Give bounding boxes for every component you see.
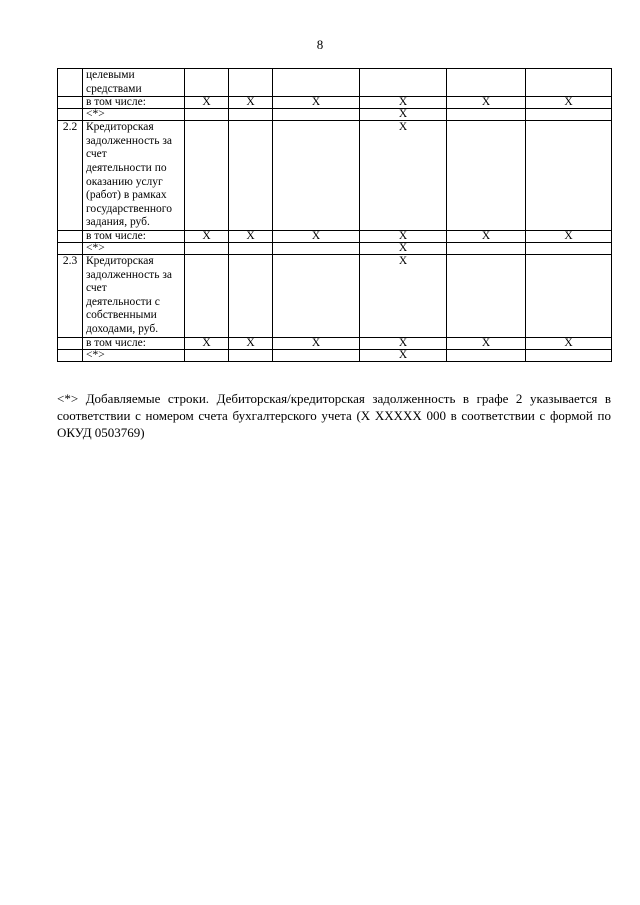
row-name-cell [83,349,185,361]
row-name-cell [83,242,185,254]
value-cell [185,242,229,254]
row-name-text: Кредиторская задолженность за счет деятельности по оказанию услуг (работ) в рамках государственного задания, руб. [86,121,172,229]
value-cell: X [185,337,229,349]
row-number-cell [58,337,83,349]
table-row [58,349,612,361]
row-name-cell [83,109,185,121]
row-name-cell [83,121,185,231]
value-cell [185,254,229,337]
row-name-text: <*> [86,108,105,121]
value-cell: X [360,121,447,231]
value-cell: X [360,109,447,121]
row-name-text: Кредиторская задолженность за счет деятельности с собственными доходами, руб. [86,254,172,335]
table-row [58,69,612,97]
row-name-cell [83,254,185,337]
value-cell [273,254,360,337]
value-cell: X [229,337,273,349]
table-row [58,254,612,337]
value-cell [526,242,612,254]
value-cell [447,242,526,254]
value-cell: X [526,337,612,349]
value-cell [273,109,360,121]
value-cell [273,242,360,254]
value-cell [229,121,273,231]
row-name-text: <*> [86,242,105,254]
value-cell [447,121,526,231]
value-cell [185,349,229,361]
value-cell: X [360,254,447,337]
value-cell [526,254,612,337]
value-cell: X [229,97,273,109]
value-cell: X [526,230,612,242]
value-cell: X [273,97,360,109]
value-cell [229,254,273,337]
value-cell: X [447,337,526,349]
row-number-cell [58,349,83,361]
value-cell [526,349,612,361]
table-row [58,109,612,121]
value-cell: X [526,97,612,109]
value-cell [447,349,526,361]
value-cell: X [447,97,526,109]
row-name-text: целевыми средствами [86,69,142,95]
row-name-text: в том числе: [86,337,146,349]
row-number-cell [58,69,83,97]
value-cell: X [360,97,447,109]
row-number-cell [58,230,83,242]
value-cell [526,121,612,231]
row-name-text: <*> [86,349,105,361]
value-cell: X [273,337,360,349]
value-cell: X [273,230,360,242]
footnote: <*> Добавляемые строки. Дебиторская/кредиторская задолженность в графе 2 указывается в соответствии с номером счета бухгалтерского учета (X XXXXX 000 в соответствии с формой по ОКУД 0503769) [57,391,611,440]
table-body [58,69,612,362]
value-cell [447,254,526,337]
value-cell: X [185,97,229,109]
page-number: 8 [316,37,324,52]
value-cell: X [360,337,447,349]
row-number-cell [58,109,83,121]
table-row [58,242,612,254]
row-name-cell [83,230,185,242]
value-cell [229,349,273,361]
value-cell [273,69,360,97]
data-table [57,68,612,362]
row-name-text: в том числе: [86,230,146,242]
table-row [58,230,612,242]
table-row [58,121,612,231]
value-cell: X [360,230,447,242]
value-cell [229,242,273,254]
value-cell: X [360,242,447,254]
value-cell [360,69,447,97]
row-number-cell [58,242,83,254]
value-cell: X [360,349,447,361]
row-name-text: в том числе: [86,96,146,109]
row-number-cell: 2.3 [58,254,83,337]
row-name-cell [83,337,185,349]
value-cell [229,69,273,97]
value-cell [273,121,360,231]
row-name-cell [83,69,185,97]
row-number-cell [58,97,83,109]
value-cell [185,69,229,97]
value-cell [447,69,526,97]
value-cell: X [185,230,229,242]
row-number-cell: 2.2 [58,121,83,231]
value-cell [526,109,612,121]
value-cell [273,349,360,361]
value-cell [229,109,273,121]
value-cell: X [447,230,526,242]
row-name-cell [83,97,185,109]
value-cell [526,69,612,97]
value-cell [447,109,526,121]
table-row [58,97,612,109]
value-cell [185,121,229,231]
table-row [58,337,612,349]
value-cell: X [229,230,273,242]
value-cell [185,109,229,121]
